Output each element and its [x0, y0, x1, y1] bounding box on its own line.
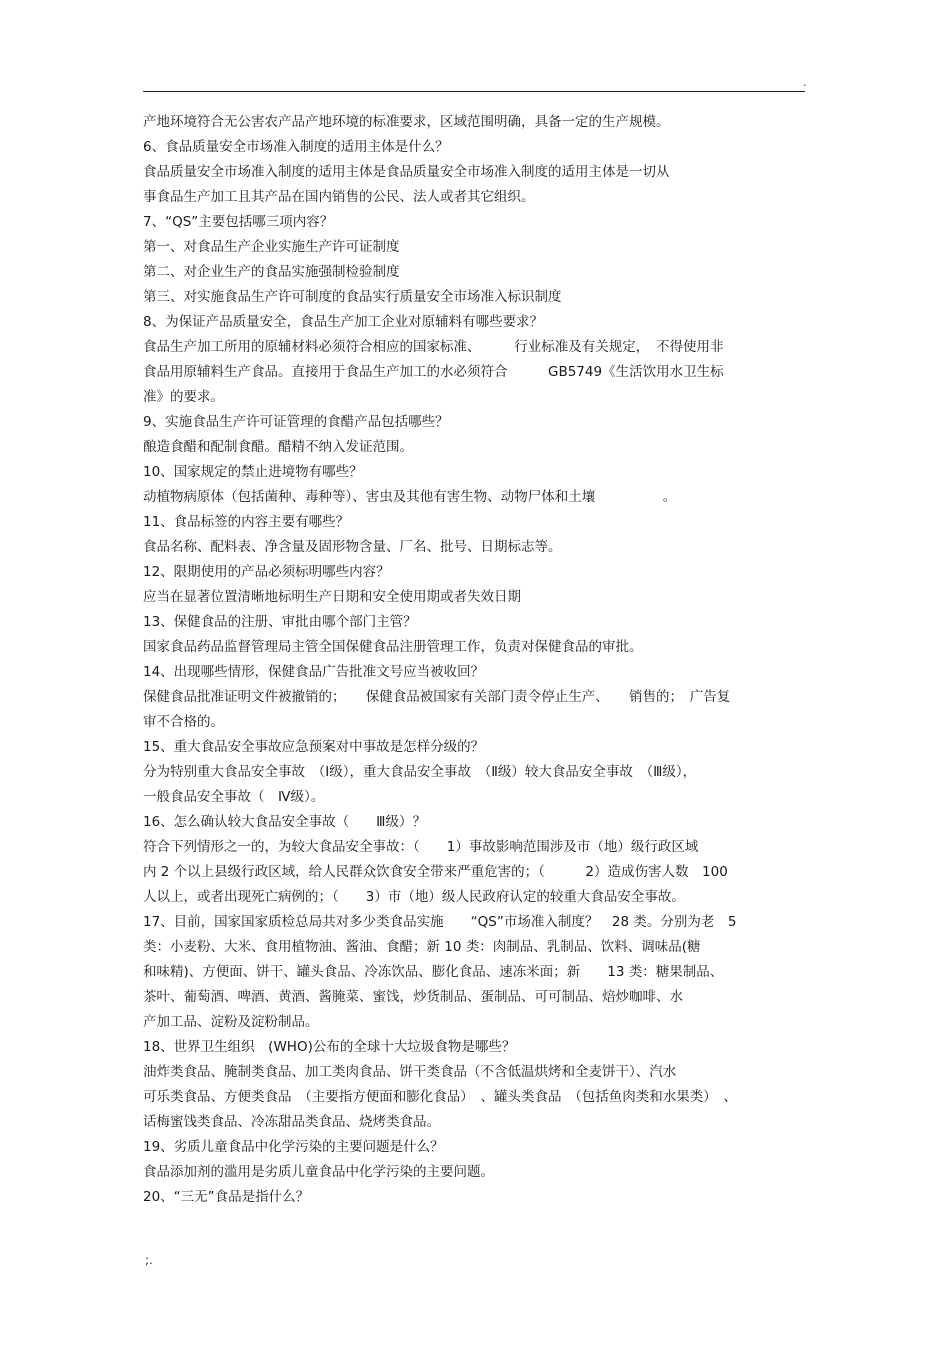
text-line: 20、“三无”食品是指什么？	[143, 1189, 310, 1205]
text-line: 一般食品安全事故（ Ⅳ级）。	[143, 789, 325, 805]
text-line: 19、劣质儿童食品中化学污染的主要问题是什么？	[143, 1139, 444, 1155]
text-line: 保健食品批准证明文件被撤销的； 保健食品被国家有关部门责令停止生产、 销售的； 广告复	[143, 689, 731, 705]
text-line: 酿造食醋和配制食醋。醋精不纳入发证范围。	[143, 439, 413, 455]
text-line: 12、限期使用的产品必须标明哪些内容？	[143, 564, 390, 580]
text-line: 产加工品、淀粉及淀粉制品。	[143, 1014, 319, 1030]
text-line: 13、保健食品的注册、审批由哪个部门主管？	[143, 614, 417, 630]
text-line: 和味精)、方便面、饼干、罐头食品、冷冻饮品、膨化食品、速冻米面；新 13 类：糖果制品、	[143, 964, 724, 980]
footer-page-mark: ;.	[145, 1253, 153, 1267]
text-line: 11、食品标签的内容主要有哪些？	[143, 514, 350, 530]
text-line: 14、出现哪些情形，保健食品广告批准文号应当被收回？	[143, 664, 485, 680]
text-line: 食品名称、配料表、净含量及固形物含量、厂名、批号、日期标志等。	[143, 539, 562, 555]
text-line: 第三、对实施食品生产许可制度的食品实行质量安全市场准入标识制度	[143, 289, 562, 305]
text-line: 6、食品质量安全市场准入制度的适用主体是什么？	[143, 139, 449, 155]
text-line: 应当在显著位置清晰地标明生产日期和安全使用期或者失效日期	[143, 589, 521, 605]
text-line: 15、重大食品安全事故应急预案对中事故是怎样分级的？	[143, 739, 485, 755]
text-line: 类：小麦粉、大米、食用植物油、酱油、食醋；新 10 类：肉制品、乳制品、饮料、调味品(糖	[143, 939, 701, 955]
text-line: 产地环境符合无公害农产品产地环境的标准要求，区域范围明确，具备一定的生产规模。	[143, 114, 670, 130]
text-line: 10、国家规定的禁止进境物有哪些？	[143, 464, 363, 480]
text-line: 内 2 个以上县级行政区域，给人民群众饮食安全带来严重危害的；（ 2）造成伤害人数 100	[143, 864, 728, 880]
text-line: 事食品生产加工且其产品在国内销售的公民、法人或者其它组织。	[143, 189, 535, 205]
text-line: 16、怎么确认较大食品安全事故（ Ⅲ级）？	[143, 814, 426, 830]
text-line: 第二、对企业生产的食品实施强制检验制度	[143, 264, 400, 280]
text-line: 人以上，或者出现死亡病例的；（ 3）市（地）级人民政府认定的较重大食品安全事故。	[143, 889, 685, 905]
text-line: 动植物病原体（包括菌种、毒种等）、害虫及其他有害生物、动物尸体和土壤 。	[143, 489, 677, 505]
text-line: 审不合格的。	[143, 714, 224, 730]
text-line: 国家食品药品监督管理局主管全国保健食品注册管理工作，负责对保健食品的审批。	[143, 639, 643, 655]
document-body	[143, 110, 808, 1210]
text-line: 8、为保证产品质量安全，食品生产加工企业对原辅料有哪些要求？	[143, 314, 544, 330]
text-line: 第一、对食品生产企业实施生产许可证制度	[143, 239, 400, 255]
text-line: 可乐类食品、方便类食品 （主要指方便面和膨化食品） 、罐头类食品 （包括鱼肉类和水果类） 、	[143, 1089, 737, 1105]
text-line: 食品生产加工所用的原辅材料必须符合相应的国家标准、 行业标准及有关规定， 不得使用非	[143, 339, 724, 355]
header-page-mark: .	[803, 76, 807, 89]
text-line: 分为特别重大食品安全事故 （Ⅰ级），重大食品安全事故 （Ⅱ级）较大食品安全事故 （Ⅲ级），	[143, 764, 697, 780]
header-rule	[143, 91, 805, 92]
text-line: 油炸类食品、腌制类食品、加工类肉食品、饼干类食品（不含低温烘烤和全麦饼干）、汽水	[143, 1064, 677, 1080]
text-line: 准》的要求。	[143, 389, 224, 405]
text-line: 17、目前，国家国家质检总局共对多少类食品实施 “QS”市场准入制度？ 28 类。分别为老 5	[143, 914, 737, 930]
text-line: 食品添加剂的滥用是劣质儿童食品中化学污染的主要问题。	[143, 1164, 494, 1180]
text-line: 茶叶、葡萄酒、啤酒、黄酒、酱腌菜、蜜饯，炒货制品、蛋制品、可可制品、焙炒咖啡、水	[143, 989, 683, 1005]
text-line: 食品质量安全市场准入制度的适用主体是食品质量安全市场准入制度的适用主体是一切从	[143, 164, 670, 180]
text-line: 食品用原辅料生产食品。直接用于食品生产加工的水必须符合 GB5749《生活饮用水卫生标	[143, 364, 724, 380]
text-line: 9、实施食品生产许可证管理的食醋产品包括哪些？	[143, 414, 449, 430]
text-line: 话梅蜜饯类食品、冷冻甜品类食品、烧烤类食品。	[143, 1114, 440, 1130]
text-line: 18、世界卫生组织 (WHO)公布的全球十大垃圾食物是哪些？	[143, 1039, 516, 1055]
text-line: 符合下列情形之一的，为较大食品安全事故：（ 1）事故影响范围涉及市（地）级行政区域	[143, 839, 699, 855]
text-line: 7、“QS”主要包括哪三项内容？	[143, 214, 334, 230]
